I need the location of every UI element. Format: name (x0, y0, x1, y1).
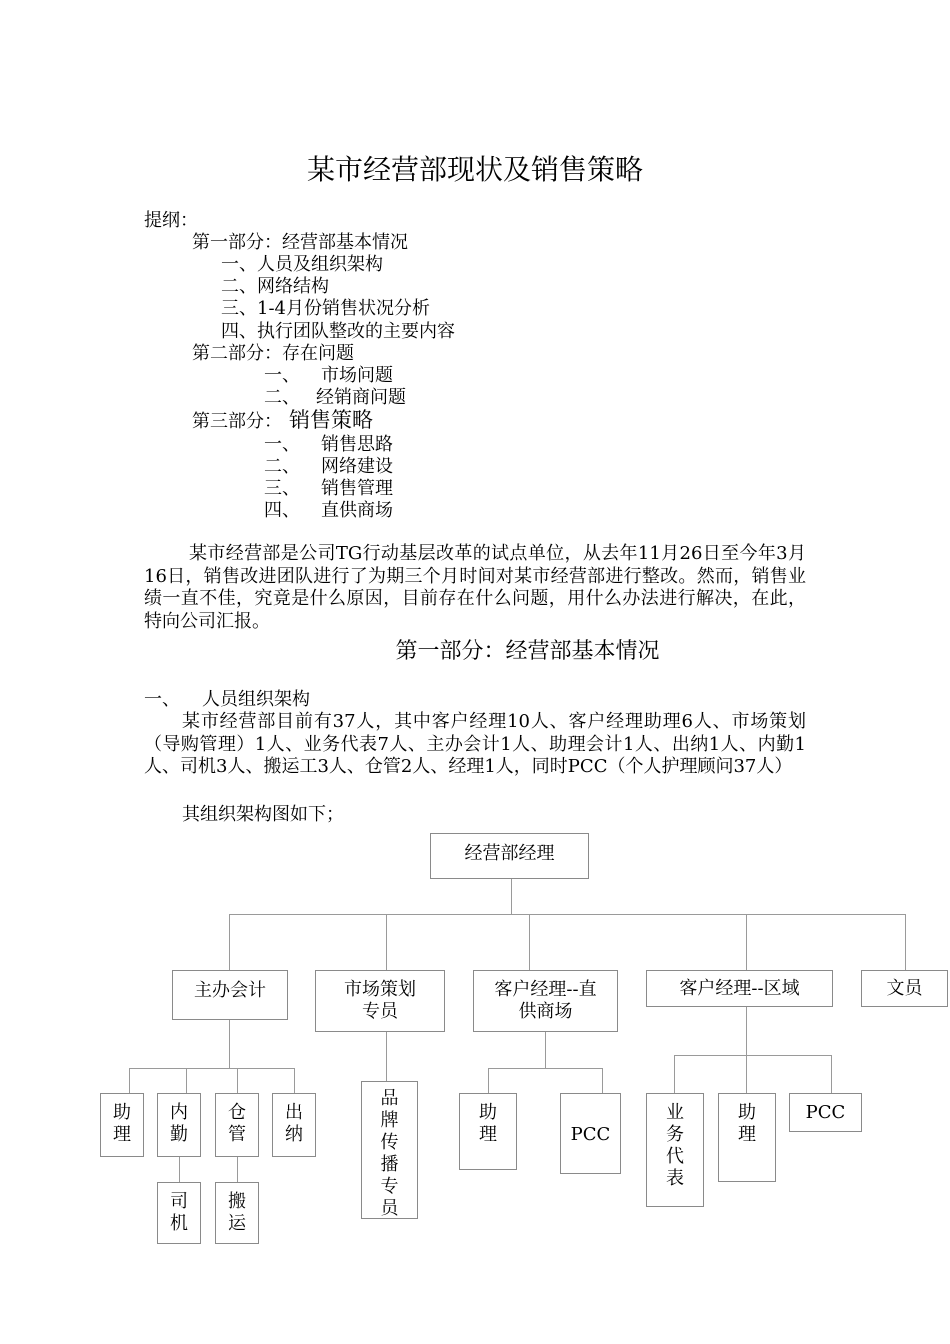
intro-text: 某市经营部是公司TG行动基层改革的试点单位，从去年11月26日至今年3月16日，销售改进团队进行了为期三个月时间对某市经营部进行整改。然而，销售业绩一直不佳，究竟是什么原因，目前存在什么问题，用什么办法进行解决，在此，特向公司汇报。 (144, 543, 806, 632)
page-title: 某市经营部现状及销售策略 (306, 153, 643, 186)
outline-part2: 第二部分：存在问题 (192, 343, 354, 364)
org-node-marketing: 市场策划专员 (315, 970, 445, 1032)
outline-item: 经销商问题 (316, 387, 406, 408)
outline-num: 三、 (264, 478, 300, 499)
outline-item: 三、1-4月份销售状况分析 (221, 298, 430, 319)
staff-paragraph (144, 711, 806, 779)
org-node-clerk: 文员 (861, 970, 948, 1007)
outline-item: 销售管理 (321, 478, 393, 499)
section-heading: 第一部分：经营部基本情况 (395, 639, 660, 664)
subsection-title: 人员组织架构 (202, 689, 310, 710)
outline-part3: 第三部分： (192, 411, 282, 432)
org-node-direct-pcc: PCC (560, 1093, 621, 1174)
org-node-root: 经营部经理 (430, 833, 589, 879)
outline-item: 四、执行团队整改的主要内容 (221, 321, 455, 342)
org-node-direct-assistant: 助理 (459, 1093, 517, 1170)
outline-num: 二、 (264, 456, 300, 477)
outline-num: 一、 (264, 365, 300, 386)
org-node-direct-manager: 客户经理--直供商场 (473, 970, 618, 1032)
org-node-brand-specialist: 品牌传播专员 (361, 1081, 418, 1219)
outline-item: 二、网络结构 (221, 276, 329, 297)
staff-text: 某市经营部目前有37人，其中客户经理10人、客户经理助理6人、市场策划（导购管理）1人、业务代表7人、主办会计1人、助理会计1人、出纳1人、内勤1人、司机3人、搬运工3人、仓管2人、经理1人，同时PCC（个人护理顾问37人） (144, 711, 806, 777)
outline-item: 直供商场 (321, 500, 393, 521)
org-intro-text: 其组织架构图如下； (182, 804, 344, 825)
outline-item: 销售思路 (321, 434, 393, 455)
outline-part3-title: 销售策略 (289, 408, 373, 432)
org-node-assistant: 助理 (100, 1093, 144, 1157)
org-node-warehouse: 仓管 (215, 1093, 259, 1157)
org-node-driver: 司机 (157, 1182, 201, 1244)
org-node-porter: 搬运 (215, 1182, 259, 1244)
outline-num: 二、 (264, 387, 300, 408)
outline-item: 市场问题 (321, 365, 393, 386)
outline-part1: 第一部分：经营部基本情况 (192, 232, 408, 253)
org-node-clerk-internal: 内勤 (157, 1093, 201, 1157)
outline-num: 四、 (264, 500, 300, 521)
outline-item: 一、人员及组织架构 (221, 254, 383, 275)
org-node-accounting: 主办会计 (172, 970, 288, 1020)
org-node-region-assistant: 助理 (718, 1093, 776, 1182)
outline-item: 网络建设 (321, 456, 393, 477)
org-node-region-pcc: PCC (789, 1093, 862, 1132)
org-node-region-manager: 客户经理--区域 (646, 970, 833, 1007)
subsection-number: 一、 (144, 689, 180, 710)
outline-num: 一、 (264, 434, 300, 455)
org-node-sales-rep: 业务代表 (646, 1093, 704, 1207)
intro-paragraph (144, 543, 806, 633)
outline-label: 提纲： (144, 210, 198, 231)
org-node-cashier: 出纳 (272, 1093, 316, 1157)
